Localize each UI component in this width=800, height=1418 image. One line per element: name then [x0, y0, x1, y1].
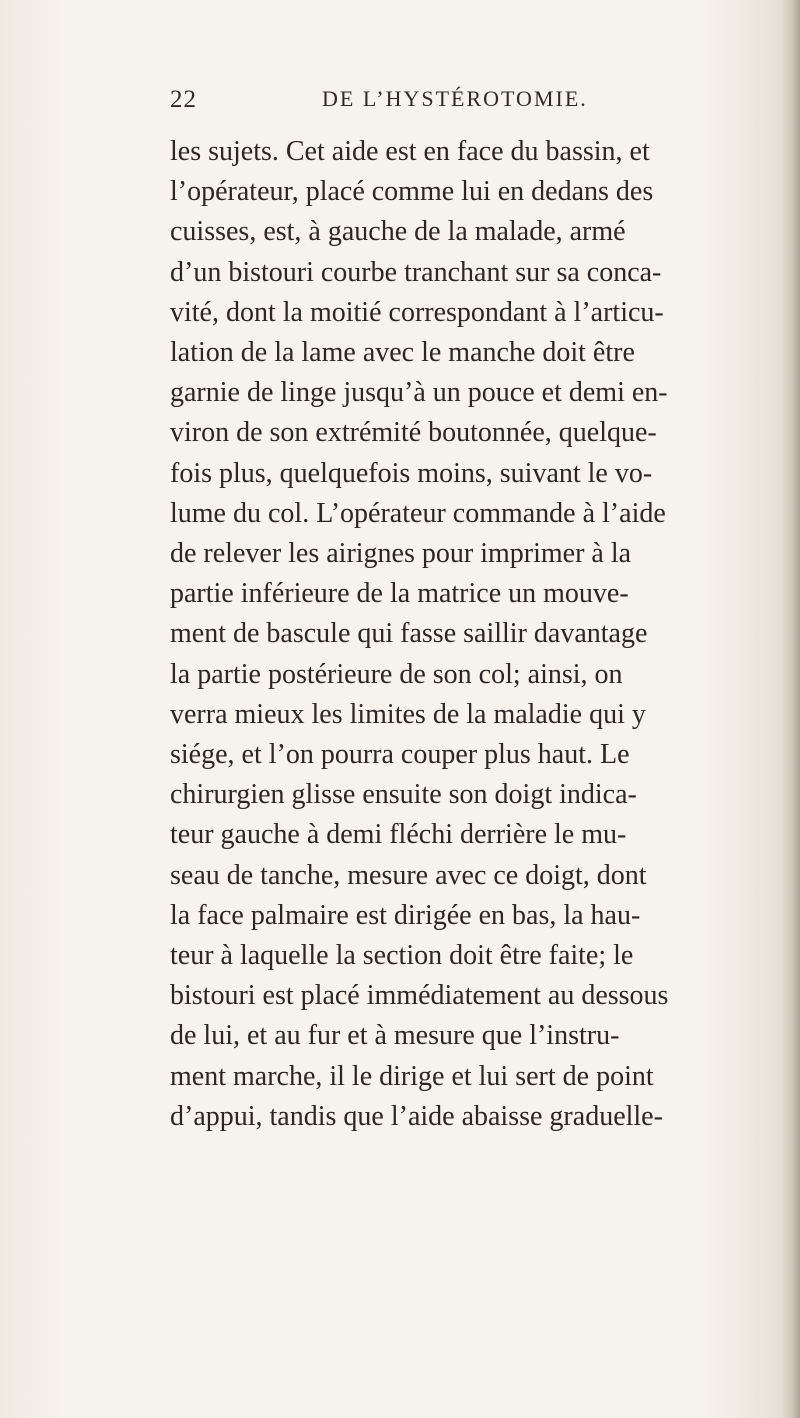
text-line: ment de bascule qui fasse saillir davantage [170, 618, 648, 650]
text-line: teur à laquelle la section doit être faite; le [170, 940, 634, 972]
text-line: les sujets. Cet aide est en face du bassin, et [170, 136, 650, 167]
text-line: fois plus, quelquefois moins, suivant le vo- [170, 457, 653, 489]
text-line: verra mieux les limites de la maladie qui y [170, 698, 646, 730]
text-line: l’opérateur, placé comme lui en dedans des [170, 176, 654, 208]
text-line: chirurgien glisse ensuite son doigt indica- [170, 779, 637, 811]
text-line: bistouri est placé immédiatement au dessous [170, 980, 669, 1012]
text-line: siége, et l’on pourra couper plus haut. Le [170, 739, 630, 771]
text-line: vité, dont la moitié correspondant à l’articu- [170, 296, 664, 328]
text-line: de lui, et au fur et à mesure que l’instru- [170, 1020, 620, 1052]
running-head: DE L’HYSTÉROTOMIE. [322, 86, 588, 111]
text-line: lume du col. L’opérateur commande à l’aide [170, 497, 666, 529]
text-line: teur gauche à demi fléchi derrière le mu- [170, 819, 627, 851]
text-line: seau de tanche, mesure avec ce doigt, dont [170, 859, 647, 891]
text-line: ment marche, il le dirige et lui sert de point [170, 1060, 654, 1092]
text-line: d’un bistouri courbe tranchant sur sa conca- [170, 256, 662, 288]
page-header [170, 80, 610, 126]
text-line: partie inférieure de la matrice un mouve- [170, 578, 629, 610]
page-edge-shadow [782, 0, 800, 1418]
body-text [170, 132, 669, 1137]
text-line: de relever les airignes pour imprimer à la [170, 538, 632, 570]
text-line: cuisses, est, à gauche de la malade, armé [170, 216, 626, 248]
text-line: d’appui, tandis que l’aide abaisse graduelle- [170, 1100, 663, 1132]
text-line: viron de son extrémité boutonnée, quelque- [170, 417, 657, 449]
page-number: 22 [170, 86, 197, 113]
text-line: garnie de linge jusqu’à un pouce et demi en- [170, 377, 668, 409]
text-line: lation de la lame avec le manche doit être [170, 337, 635, 369]
text-line: la face palmaire est dirigée en bas, la hau- [170, 899, 641, 931]
text-line: la partie postérieure de son col; ainsi, on [170, 658, 623, 690]
